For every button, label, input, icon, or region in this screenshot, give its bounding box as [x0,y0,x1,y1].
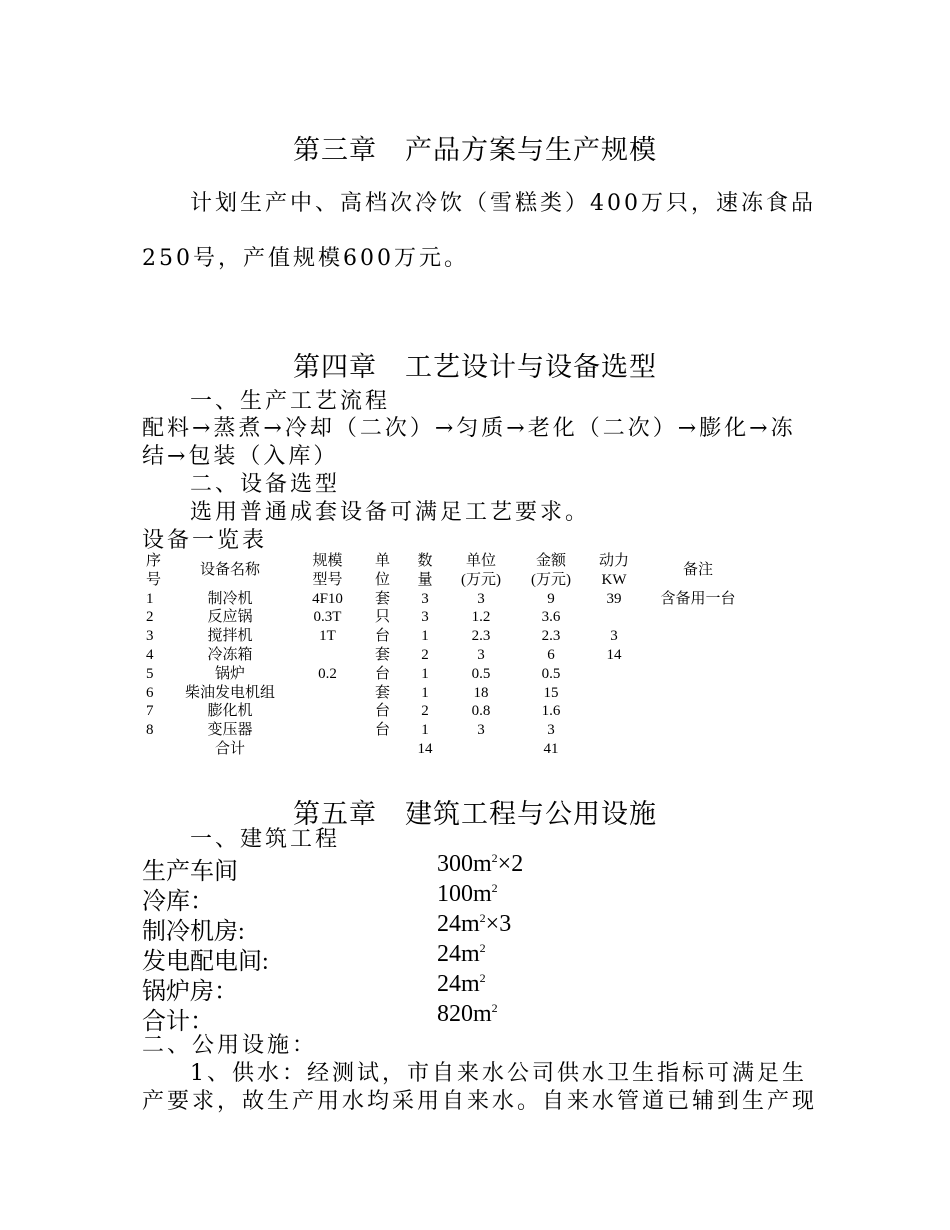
area-row [142,971,842,1005]
cell-price [445,740,517,759]
cell-name: 冷冻箱 [207,646,253,663]
cell-price: 3 [477,722,485,739]
cell-model: 4F10 [312,590,343,607]
cell-name: 反应锅 [207,609,253,626]
area-row [142,911,842,945]
cell-seq [140,740,165,759]
header-qty: 数 量 [417,553,433,588]
area-value: $24m^2\times 3$ [437,911,512,937]
cell-name: 变压器 [207,722,253,739]
cell-model: 0.2 [318,665,337,682]
header-name: 设备名称 [199,562,260,579]
cell-seq: 5 [146,665,154,682]
cell-unit: 套 [374,646,390,663]
cell-unit: 台 [374,628,390,645]
cell-unit: 套 [374,590,390,607]
equipment-table-caption: 设备一览表 [142,528,268,553]
chapter5-title: 第五章 建筑工程与公用设施 [293,799,657,830]
cell-name: 搅拌机 [207,628,253,645]
cell-note [643,684,753,703]
header-seq: 序 号 [146,553,162,588]
total-amount: 41 [543,740,559,757]
cell-unit: 台 [374,703,390,720]
cell-seq: 3 [146,628,154,645]
table-row [140,702,753,721]
cell-amount: 2.3 [541,628,561,645]
cell-price: 1.2 [471,609,491,626]
cell-price: 0.8 [471,703,491,720]
cell-amount: 3 [547,722,555,739]
cell-note [643,721,753,740]
cell-model [295,702,360,721]
total-label: 合计 [214,740,245,757]
cell-power [585,740,643,759]
chapter3-paragraph-line1: 计划生产中、高档次冷饮（雪糕类）400万只，速冻食品 [190,191,816,216]
header-unit: 单 位 [374,553,390,588]
cell-price: 2.3 [471,628,491,645]
area-value: $100m^2$ [437,881,498,907]
table-row [140,608,753,627]
table-total-row [140,740,753,759]
cell-seq: 2 [146,609,154,626]
area-row [142,941,842,975]
total-qty: 14 [417,740,433,757]
cell-note [643,608,753,627]
area-row-total [142,1001,842,1035]
cell-power: 3 [610,628,618,645]
cell-price: 3 [477,590,485,607]
cell-unit: 套 [374,684,390,701]
cell-power [585,721,643,740]
cell-note [643,665,753,684]
water-supply-line2: 产要求，故生产用水均采用自来水。自来水管道已辅到生产现 [142,1089,818,1114]
cell-qty: 1 [421,684,429,701]
area-label: 制冷机房: [142,919,245,945]
cell-unit: 只 [374,609,390,626]
cell-power [585,665,643,684]
cell-seq: 8 [146,722,154,739]
cell-name: 制冷机 [207,590,253,607]
cell-seq: 4 [146,646,154,663]
process-flow-line1: 配料→蒸煮→冷却（二次）→匀质→老化（二次）→膨化→冻 [142,416,796,441]
section-process-flow-heading: 一、生产工艺流程 [190,389,391,414]
cell-power: 39 [606,590,622,607]
cell-amount: 0.5 [541,665,561,682]
cell-note [643,646,753,665]
area-label: 合计： [142,1009,214,1035]
cell-seq: 7 [146,703,154,720]
cell-power [585,684,643,703]
cell-model [295,684,360,703]
area-label: 锅炉房： [142,979,238,1005]
area-value: $820m^2$ [437,1001,498,1027]
cell-note: 含备用一台 [660,590,736,607]
cell-model [295,646,360,665]
area-value: $24m^2$ [437,971,486,997]
area-row [142,851,842,885]
cell-qty: 2 [421,703,429,720]
cell-qty: 3 [421,590,429,607]
cell-amount: 6 [547,646,555,663]
section-construction-heading: 一、建筑工程 [190,827,341,852]
table-row [140,721,753,740]
header-amount: 金额 (万元) [531,553,571,588]
cell-qty: 1 [421,722,429,739]
cell-note [643,702,753,721]
cell-unit: 台 [374,722,390,739]
section-equipment-heading: 二、设备选型 [190,472,341,497]
cell-seq: 6 [146,684,154,701]
cell-amount: 15 [543,684,559,701]
header-power: 动力 KW [598,553,629,588]
header-model: 规模 型号 [312,553,343,588]
cell-note [643,627,753,646]
cell-name: 锅炉 [214,665,245,682]
cell-price: 0.5 [471,665,491,682]
area-label: 生产车间 [142,859,238,885]
cell-power [585,608,643,627]
chapter3-title: 第三章 产品方案与生产规模 [293,135,657,166]
table-row [140,627,753,646]
cell-unit: 台 [374,665,390,682]
area-value: $300m^2\times 2$ [437,851,524,877]
cell-qty: 1 [421,628,429,645]
cell-power [585,702,643,721]
cell-unit [360,740,405,759]
area-value: $24m^2$ [437,941,486,967]
chapter3-paragraph-line2: 250号，产值规模600万元。 [142,246,469,271]
cell-price: 3 [477,646,485,663]
cell-qty: 2 [421,646,429,663]
cell-model: 0.3T [313,609,342,626]
water-supply-line1: 1、供水：经测试，市自来水公司供水卫生指标可满足生 [190,1061,807,1086]
table-row [140,590,753,609]
cell-name: 膨化机 [207,703,253,720]
cell-model: 1T [319,628,336,645]
header-unit-price: 单位 (万元) [461,553,501,588]
header-note: 备注 [682,562,713,579]
equipment-selection-text: 选用普通成套设备可满足工艺要求。 [190,500,591,525]
cell-power: 14 [606,646,622,663]
cell-note [643,740,753,759]
table-row [140,684,753,703]
table-header-row [140,552,753,590]
equipment-table [140,552,753,759]
chapter4-title: 第四章 工艺设计与设备选型 [293,352,657,383]
cell-amount: 9 [547,590,555,607]
cell-qty: 3 [421,609,429,626]
cell-qty: 1 [421,665,429,682]
area-row [142,881,842,915]
section-utilities-heading: 二、公用设施： [142,1033,318,1058]
table-row [140,646,753,665]
cell-amount: 1.6 [541,703,561,720]
cell-name: 柴油发电机组 [184,684,275,701]
cell-model [295,721,360,740]
process-flow-line2: 结→包装（入库） [142,444,339,469]
cell-model [295,740,360,759]
area-label: 冷库： [142,889,214,915]
cell-seq: 1 [146,590,154,607]
area-label: 发电配电间: [142,949,269,975]
table-row [140,665,753,684]
cell-price: 18 [473,684,489,701]
cell-amount: 3.6 [541,609,561,626]
